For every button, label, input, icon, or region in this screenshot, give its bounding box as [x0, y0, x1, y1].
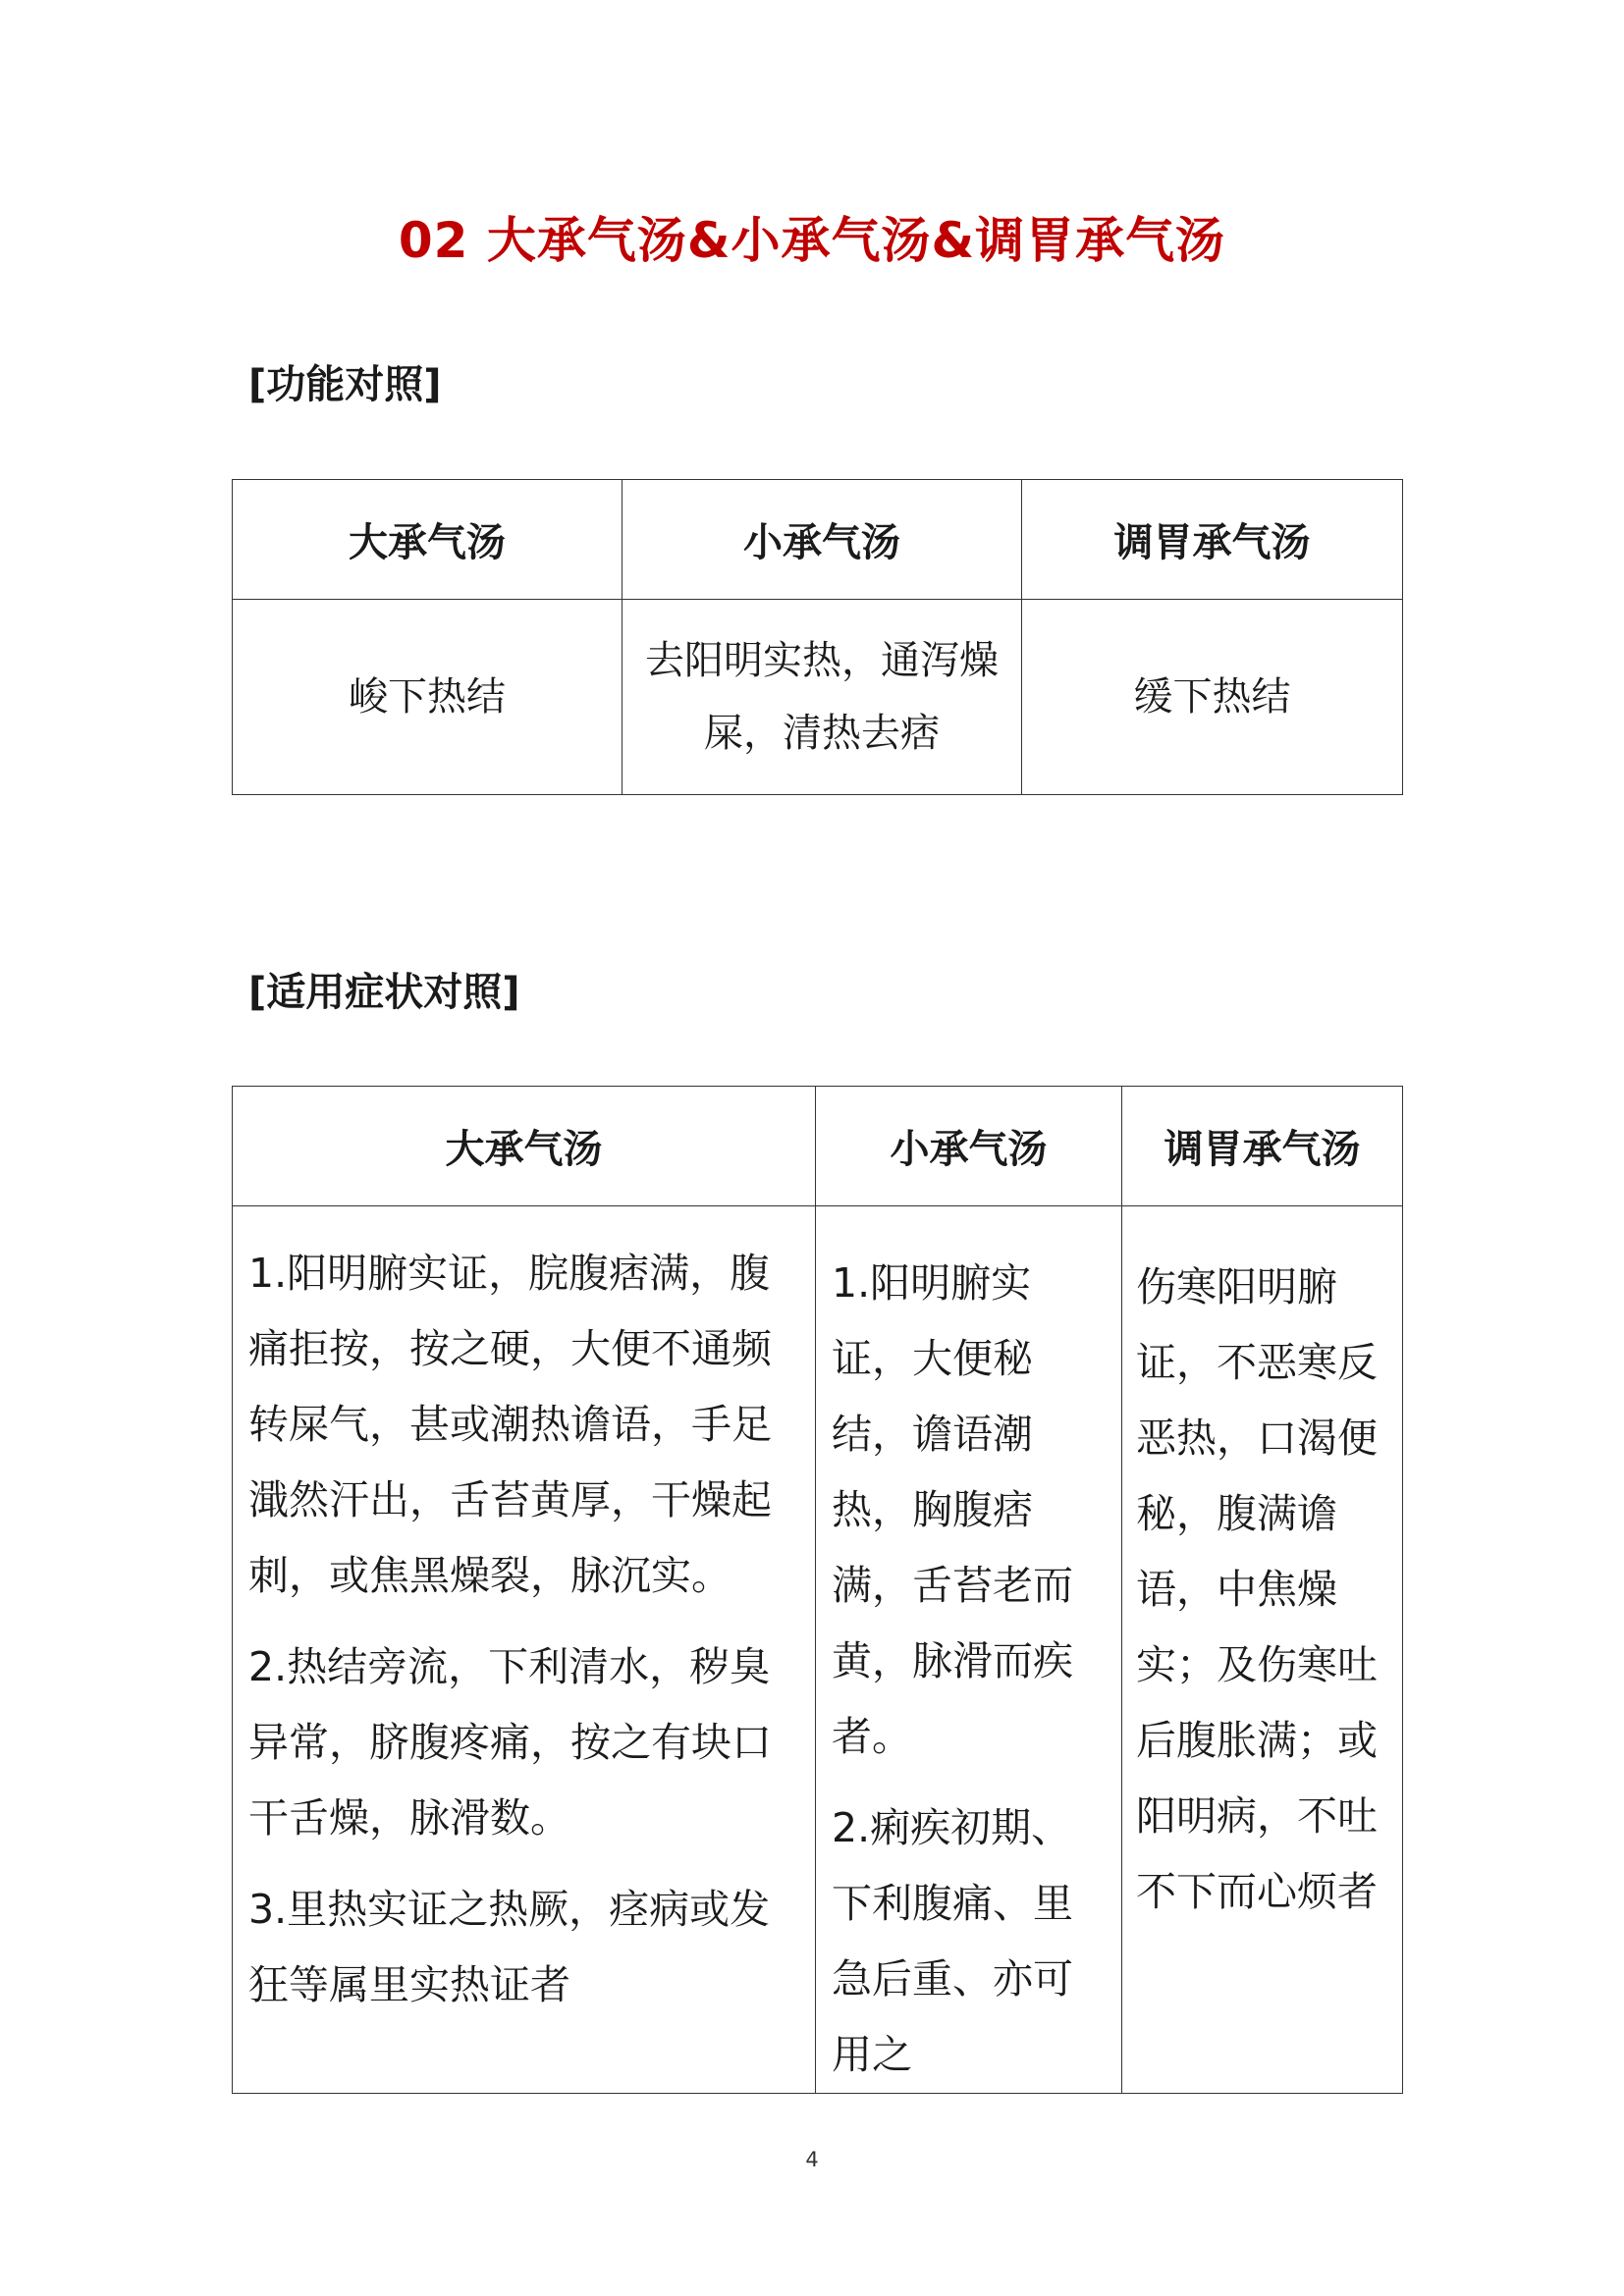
- table-row: [233, 600, 1403, 795]
- symptom-paragraph: 2.痢疾初期、下利腹痛、里急后重、亦可用之: [832, 1804, 1073, 2078]
- symptoms-da-chengqi-tang: [233, 1206, 816, 2094]
- header-tiaowei-chengqi-tang: 调胃承气汤: [1022, 480, 1403, 600]
- symptom-paragraph: 伤寒阳明腑证，不恶寒反恶热，口渴便秘，腹满谵语，中焦燥实；及伤寒吐后腹胀满；或阳明病，不吐不下而心烦者: [1136, 1263, 1378, 1915]
- symptoms-tiaowei-chengqi-tang: [1122, 1206, 1403, 2094]
- table-header-row: [233, 480, 1403, 600]
- symptom-paragraph: 3.里热实证之热厥，痉病或发狂等属里实热证者: [248, 1886, 771, 2008]
- header-xiao-chengqi-tang: 小承气汤: [623, 480, 1022, 600]
- symptom-paragraph: 1.阳明腑实证，脘腹痞满，腹痛拒按，按之硬，大便不通频转屎气，甚或潮热谵语，手足濈然汗出，舌苔黄厚，干燥起刺，或焦黑燥裂，脉沉实。: [248, 1250, 772, 1599]
- header-tiaowei-chengqi-tang: 调胃承气汤: [1122, 1087, 1403, 1206]
- header-da-chengqi-tang: 大承气汤: [233, 1087, 816, 1206]
- function-tiaowei-chengqi-tang: 缓下热结: [1022, 600, 1403, 795]
- table-row: [233, 1206, 1403, 2094]
- table-header-row: [233, 1087, 1403, 1206]
- symptom-paragraph: 1.阳明腑实证，大便秘结，谵语潮热，胸腹痞满，舌苔老而黄，脉滑而疾者。: [832, 1259, 1073, 1760]
- header-xiao-chengqi-tang: 小承气汤: [816, 1087, 1122, 1206]
- symptom-comparison-heading: [适用症状对照]: [248, 970, 520, 1015]
- function-comparison-heading: [功能对照]: [248, 362, 442, 407]
- symptom-paragraph: 2.热结旁流，下利清水，秽臭异常，脐腹疼痛，按之有块口干舌燥，脉滑数。: [248, 1643, 772, 1842]
- header-da-chengqi-tang: 大承气汤: [233, 480, 623, 600]
- page-title: 02 大承气汤&小承气汤&调胃承气汤: [398, 212, 1226, 269]
- function-comparison-table: [232, 479, 1403, 795]
- symptoms-xiao-chengqi-tang: [816, 1206, 1122, 2094]
- symptom-comparison-table: [232, 1086, 1403, 2094]
- function-da-chengqi-tang: 峻下热结: [233, 600, 623, 795]
- function-xiao-chengqi-tang: 去阳明实热，通泻燥屎，清热去痞: [623, 600, 1022, 795]
- page-number: 4: [805, 2148, 819, 2171]
